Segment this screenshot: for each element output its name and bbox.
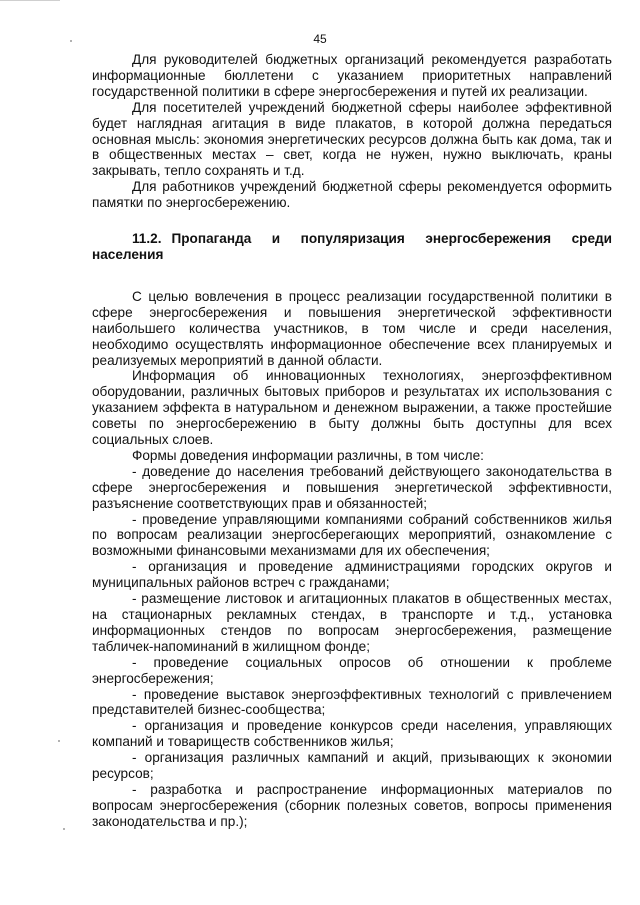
- paragraph: Формы доведения информации различны, в том числе:: [132, 447, 484, 463]
- page-content: [92, 52, 612, 830]
- paragraph: Для работников учреждений бюджетной сферы рекомендуется оформить памятки по энергосбережению.: [92, 179, 612, 211]
- list-item: - проведение управляющими компаниями собраний собственников жилья по вопросам реализации энергосберегающих мероприятий, ознакомление с возможными финансовыми механизмами для их обеспечения;: [92, 511, 612, 559]
- section-heading: [92, 231, 612, 263]
- paragraph: С целью вовлечения в процесс реализации государственной политики в сфере энергосбережения и повышения энергетической эффективности наибольшего количества участников, в том числе и среди населения, необходимо осуществлять информационное обеспечение всех планируемых и реализуемых мероприятий в данной области.: [92, 288, 612, 368]
- scan-edge-mark: [0, 0, 60, 1]
- list-item: - организация и проведение конкурсов среди населения, управляющих компаний и товариществ собственников жилья;: [92, 718, 612, 750]
- list-item: - размещение листовок и агитационных плакатов в общественных местах, на стационарных рекламных стендах, в транспорте и т.д., установка информационных стендов по вопросам энергосбережения, размещение табличек-напоминаний в жилищном фонде;: [92, 591, 612, 654]
- list-item: - организация различных кампаний и акций, призывающих к экономии ресурсов;: [92, 750, 612, 782]
- paragraph: Информация об инновационных технологиях, энергоэффективном оборудовании, различных бытовых приборов и результатах их использования с указанием эффекта в натуральном и денежном выражении, а также простейшие советы по энергосбережению в быту должны быть доступны для всех социальных слоев.: [92, 368, 612, 448]
- paragraph: Для руководителей бюджетных организаций рекомендуется разработать информационные бюллетени с указанием приоритетных направлений государственной политики в сфере энергосбережения и путей их реализации.: [92, 52, 612, 99]
- list-item: - проведение выставок энергоэффективных технологий с привлечением представителей бизнес-сообщества;: [92, 686, 612, 718]
- list-item: - организация и проведение администрациями городских округов и муниципальных районов встреч с гражданами;: [92, 559, 612, 591]
- list-item: - разработка и распространение информационных материалов по вопросам энергосбережения (сборник полезных советов, вопросы применения законодательства и пр.);: [92, 781, 612, 829]
- scan-speck: [63, 828, 65, 830]
- page-number: 45: [313, 32, 327, 46]
- paragraph: Для посетителей учреждений бюджетной сферы наиболее эффективной будет наглядная агитация в виде плакатов, в которой должна передаться основная мысль: экономия энергетических ресурсов должна быть как дома, так и в общественных местах – свет, когда не нужен, нужно выключать, краны закрывать, тепло сохранять и т.д.: [92, 99, 612, 179]
- scan-speck: [58, 740, 60, 742]
- list-item: - проведение социальных опросов об отношении к проблеме энергосбережения;: [92, 654, 612, 686]
- section-number: 11.2.: [132, 231, 162, 247]
- list-item: - доведение до населения требований действующего законодательства в сфере энергосбережения и повышения энергетической эффективности, разъяснение соответствующих прав и обязанностей;: [92, 463, 612, 511]
- section-title: Пропаганда и популяризация энергосбережения среди населения: [92, 231, 612, 262]
